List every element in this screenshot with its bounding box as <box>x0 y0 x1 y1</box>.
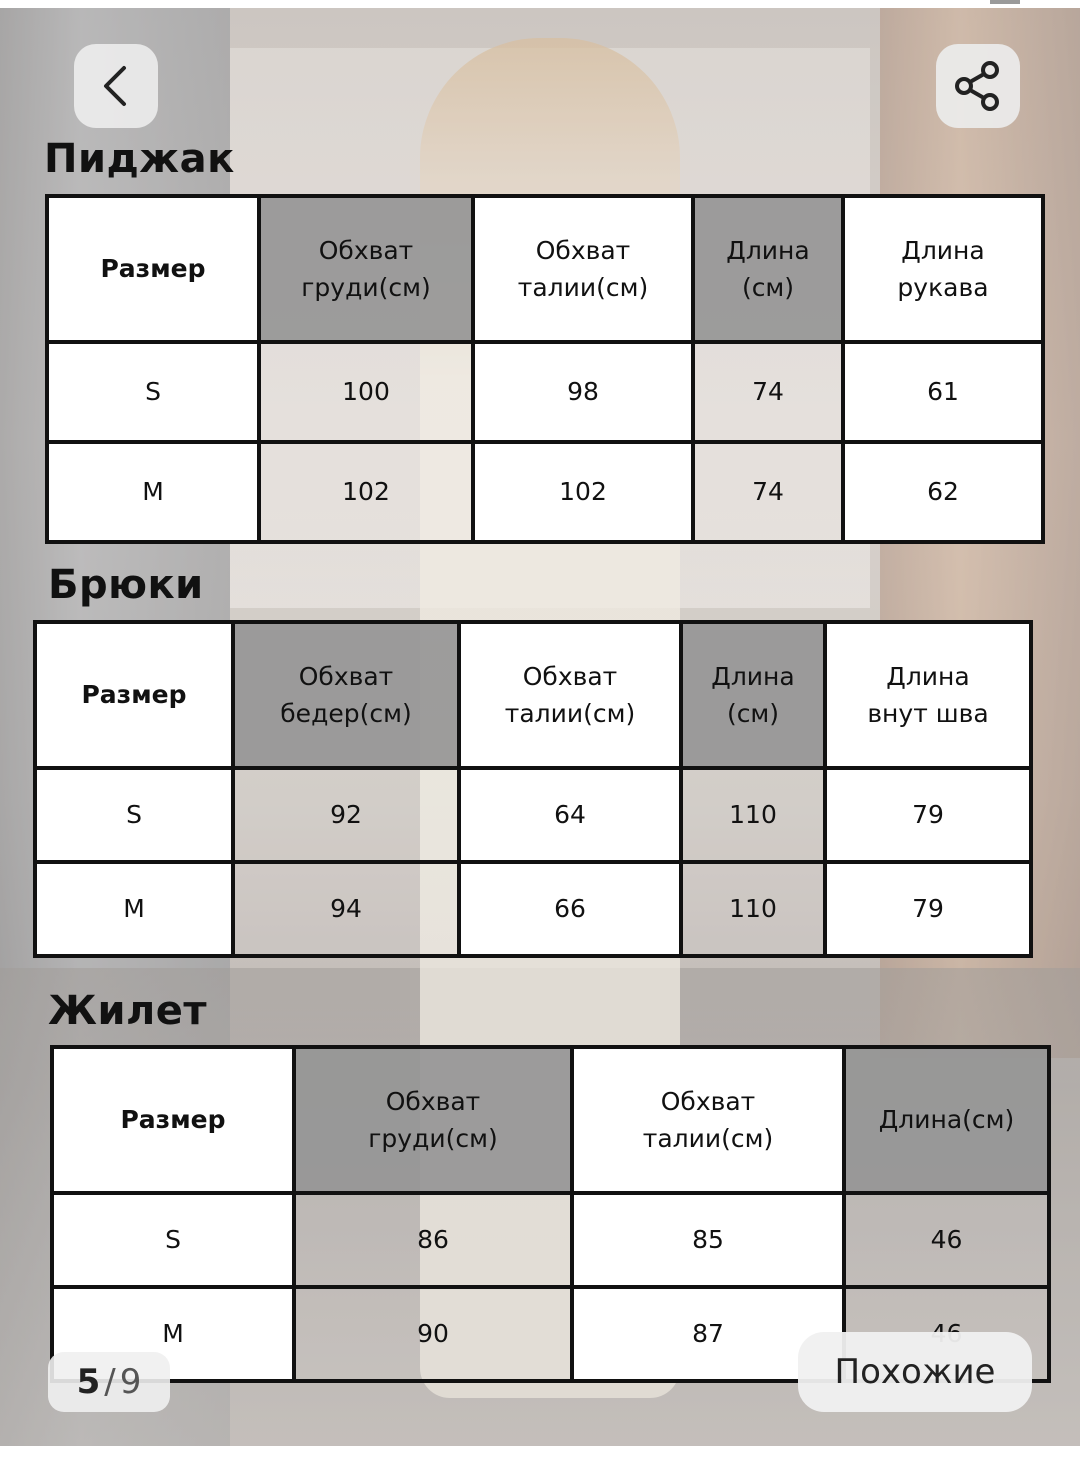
value-cell: 61 <box>843 342 1043 442</box>
value-cell: 74 <box>693 342 843 442</box>
trousers-size-table <box>33 620 1033 958</box>
value-cell: 62 <box>843 442 1043 542</box>
value-cell: 102 <box>473 442 693 542</box>
value-cell: 46 <box>844 1193 1049 1287</box>
value-cell: 64 <box>459 768 681 862</box>
header-cell: Длина (см) <box>681 622 825 768</box>
header-cell: Обхват талии(см) <box>572 1047 844 1193</box>
value-cell: 85 <box>572 1193 844 1287</box>
table-row <box>35 862 1031 956</box>
value-cell: 74 <box>693 442 843 542</box>
pager-total: 9 <box>119 1362 142 1402</box>
value-cell: 110 <box>681 862 825 956</box>
size-cell: M <box>35 862 233 956</box>
share-button[interactable] <box>936 44 1020 128</box>
share-icon <box>952 60 1004 112</box>
back-button[interactable] <box>74 44 158 128</box>
value-cell: 79 <box>825 768 1031 862</box>
header-cell: Обхват груди(см) <box>294 1047 572 1193</box>
size-cell: S <box>47 342 259 442</box>
jacket-size-table <box>45 194 1045 544</box>
value-cell: 102 <box>259 442 473 542</box>
value-cell: 94 <box>233 862 459 956</box>
similar-label: Похожие <box>834 1352 996 1392</box>
value-cell: 86 <box>294 1193 572 1287</box>
table-row <box>47 342 1043 442</box>
section-title-trousers: Брюки <box>48 562 204 608</box>
image-pager <box>48 1352 170 1412</box>
value-cell: 98 <box>473 342 693 442</box>
header-cell: Размер <box>35 622 233 768</box>
header-cell: Размер <box>52 1047 294 1193</box>
value-cell: 92 <box>233 768 459 862</box>
table-header-row <box>47 196 1043 342</box>
size-cell: S <box>52 1193 294 1287</box>
pager-separator: / <box>104 1362 116 1402</box>
section-title-vest: Жилет <box>48 988 208 1034</box>
header-cell: Длина рукава <box>843 196 1043 342</box>
header-cell: Размер <box>47 196 259 342</box>
header-cell: Обхват груди(см) <box>259 196 473 342</box>
header-cell: Длина(см) <box>844 1047 1049 1193</box>
header-cell: Длина внут шва <box>825 622 1031 768</box>
header-cell: Длина (см) <box>693 196 843 342</box>
value-cell: 90 <box>294 1287 572 1381</box>
table-row <box>52 1193 1049 1287</box>
header-cell: Обхват талии(см) <box>459 622 681 768</box>
section-title-jacket: Пиджак <box>44 136 235 182</box>
table-row <box>47 442 1043 542</box>
pager-current: 5 <box>76 1362 101 1402</box>
value-cell: 87 <box>572 1287 844 1381</box>
table-header-row <box>52 1047 1049 1193</box>
status-indicator <box>990 0 1020 4</box>
value-cell: 66 <box>459 862 681 956</box>
header-cell: Обхват бедер(см) <box>233 622 459 768</box>
table-row <box>35 768 1031 862</box>
table-header-row <box>35 622 1031 768</box>
similar-button[interactable] <box>798 1332 1032 1412</box>
value-cell: 100 <box>259 342 473 442</box>
size-cell: M <box>52 1287 294 1381</box>
header-cell: Обхват талии(см) <box>473 196 693 342</box>
size-cell: S <box>35 768 233 862</box>
size-cell: M <box>47 442 259 542</box>
value-cell: 110 <box>681 768 825 862</box>
chevron-left-icon <box>96 62 136 110</box>
value-cell: 79 <box>825 862 1031 956</box>
